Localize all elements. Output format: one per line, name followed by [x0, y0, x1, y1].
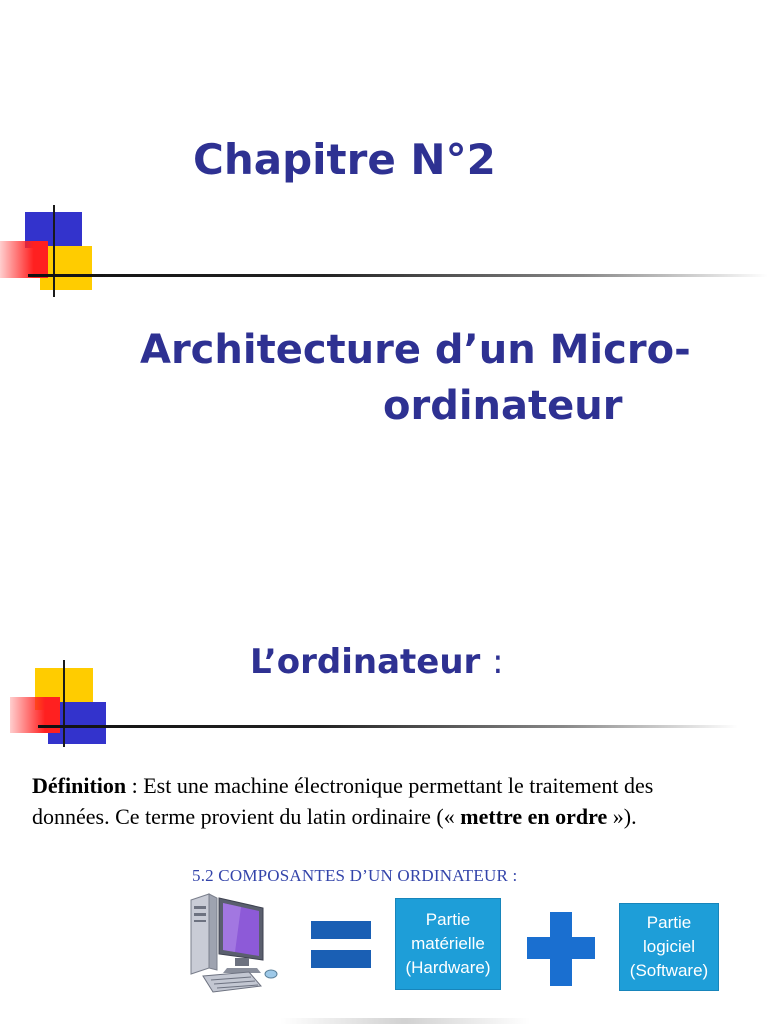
definition-paragraph — [32, 770, 732, 832]
hardware-line-1: Partie — [425, 910, 471, 929]
chapter-subtitle — [140, 322, 740, 434]
software-box — [619, 903, 719, 991]
section-title-colon: : — [492, 642, 504, 682]
hardware-box — [395, 898, 501, 990]
hardware-line-3: (Hardware) — [405, 958, 491, 977]
definition-text-end: »). — [607, 804, 637, 829]
subtitle-line-1: Architecture d’un Micro- — [140, 327, 691, 373]
hardware-line-2: matérielle — [411, 934, 485, 953]
subtitle-line-2: ordinateur — [383, 383, 623, 429]
software-line-2: logiciel — [643, 937, 695, 956]
definition-text: : Est une machine électronique permettant le traitement des données. Ce terme provient du latin ordinaire (« — [32, 773, 654, 829]
bottom-fade — [280, 1018, 530, 1024]
section-title — [250, 640, 504, 684]
chapter-title: Chapitre N°2 — [193, 135, 496, 184]
equals-bar-top — [311, 921, 371, 939]
section-title-text: L’ordinateur — [250, 642, 481, 682]
figure-heading: 5.2 COMPOSANTES D’UN ORDINATEUR : — [192, 866, 518, 885]
definition-label: Définition — [32, 773, 127, 798]
definition-emphasis: mettre en ordre — [460, 804, 608, 829]
software-line-3: (Software) — [629, 961, 709, 980]
software-line-1: Partie — [646, 913, 692, 932]
vertical-divider — [63, 660, 65, 747]
equals-bar-bottom — [311, 950, 371, 968]
computer-icon — [183, 890, 283, 998]
vertical-divider — [53, 205, 55, 297]
horizontal-divider — [38, 725, 738, 728]
red-square — [0, 241, 48, 278]
plus-bar-horizontal — [527, 937, 595, 959]
horizontal-divider — [28, 274, 768, 277]
